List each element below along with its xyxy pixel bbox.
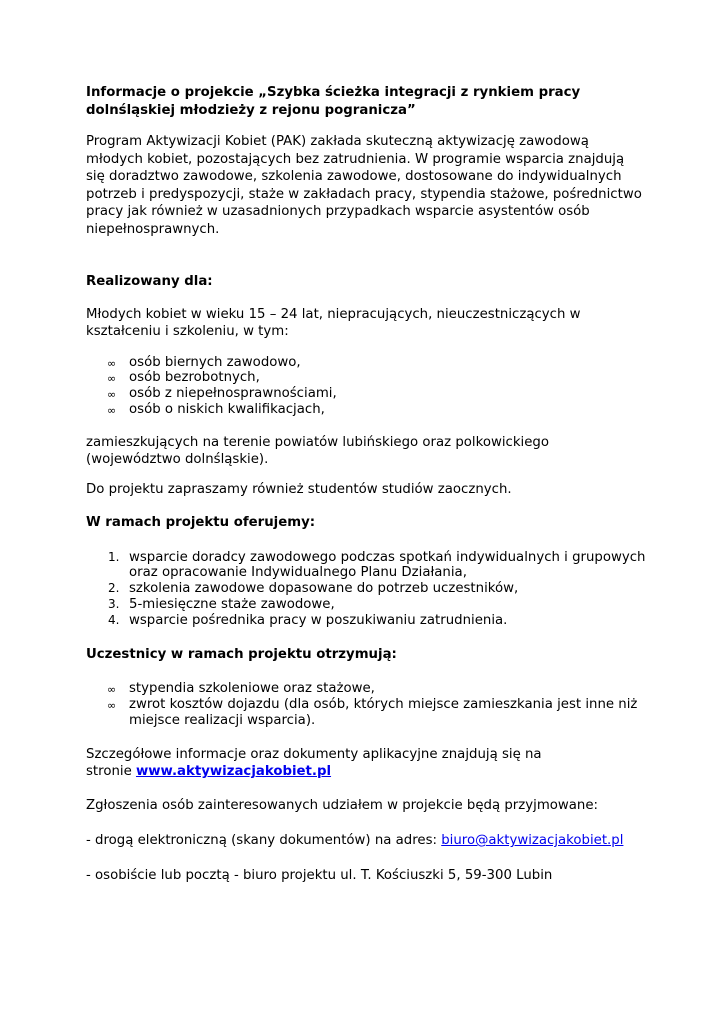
list-item: ∞ osób biernych zawodowo,	[107, 354, 301, 370]
infinity-bullet-icon: ∞	[107, 403, 117, 417]
list-item: 1. wsparcie doradcy zawodowego podczas spotkań indywidualnych i grupowych oraz opracowanie Indywidualnego Planu Działania,	[108, 549, 646, 581]
infinity-bullet-icon: ∞	[107, 356, 117, 370]
details-paragraph: Szczegółowe informacje oraz dokumenty aplikacyjne znajdują się na stronie www.aktywizacjakobiet.pl	[86, 746, 542, 780]
benefits-heading: Uczestnicy w ramach projektu otrzymują:	[86, 646, 397, 662]
target-groups-list	[86, 355, 646, 418]
infinity-bullet-icon: ∞	[107, 683, 117, 697]
list-item: 2. szkolenia zawodowe dopasowane do potrzeb uczestników,	[108, 581, 519, 597]
applications-paragraph: Zgłoszenia osób zainteresowanych udziałem w projekcie będą przyjmowane:	[86, 797, 599, 813]
electronic-paragraph: - drogą elektroniczną (skany dokumentów) na adres: biuro@aktywizacjakobiet.pl	[86, 833, 624, 849]
list-item: ∞ stypendia szkoleniowe oraz stażowe,	[107, 681, 375, 697]
list-item: ∞ osób bezrobotnych,	[107, 370, 260, 386]
list-item: 4. wsparcie pośrednika pracy w poszukiwaniu zatrudnienia.	[108, 612, 508, 628]
list-item: ∞ osób o niskich kwalifikacjach,	[107, 401, 325, 417]
residence-paragraph: zamieszkujących na terenie powiatów lubińskiego oraz polkowickiego (województwo dolnśląskie).	[86, 434, 550, 468]
document-page	[86, 84, 646, 884]
infinity-bullet-icon: ∞	[107, 388, 117, 402]
intro-paragraph: Program Aktywizacji Kobiet (PAK) zakłada skuteczną aktywizację zawodową młodych kobiet, pozostających bez zatrudnienia. W programie wsparcia znajdują się doradztwo zawodowe, szkolenia zawodowe, dostosowane do indywidualnych potrzeb i predyspozycji, staże w zakładach pracy, stypendia stażowe, pośrednictwo pracy jak również w uzasadnionych przypadkach wsparcie asystentów osób niepełnosprawnych.	[86, 134, 642, 237]
students-paragraph: Do projektu zapraszamy również studentów studiów zaocznych.	[86, 481, 512, 497]
website-link[interactable]: www.aktywizacjakobiet.pl	[135, 764, 332, 780]
email-link[interactable]: biuro@aktywizacjakobiet.pl	[441, 833, 624, 849]
infinity-bullet-icon: ∞	[107, 698, 117, 712]
infinity-bullet-icon: ∞	[107, 372, 117, 386]
list-item: ∞ osób z niepełnosprawnościami,	[107, 386, 337, 402]
offer-heading: W ramach projektu oferujemy:	[86, 515, 316, 531]
list-item: ∞ zwrot kosztów dojazdu (dla osób, których miejsce zamieszkania jest inne niż miejsce realizacji wsparcia).	[107, 696, 638, 728]
benefits-list	[86, 681, 646, 728]
realized-heading: Realizowany dla:	[86, 274, 213, 289]
personal-paragraph: - osobiście lub pocztą - biuro projektu ul. T. Kościuszki 5, 59-300 Lubin	[86, 867, 553, 883]
list-item: 3. 5-miesięczne staże zawodowe,	[108, 597, 335, 613]
document-title: Informacje o projekcie „Szybka ścieżka integracji z rynkiem pracy dolnśląskiej młodzieży z rejonu pogranicza”	[86, 85, 581, 118]
offer-list	[86, 550, 646, 629]
realized-text: Młodych kobiet w wieku 15 – 24 lat, niepracujących, nieuczestniczących w kształceniu i szkoleniu, w tym:	[86, 306, 581, 339]
